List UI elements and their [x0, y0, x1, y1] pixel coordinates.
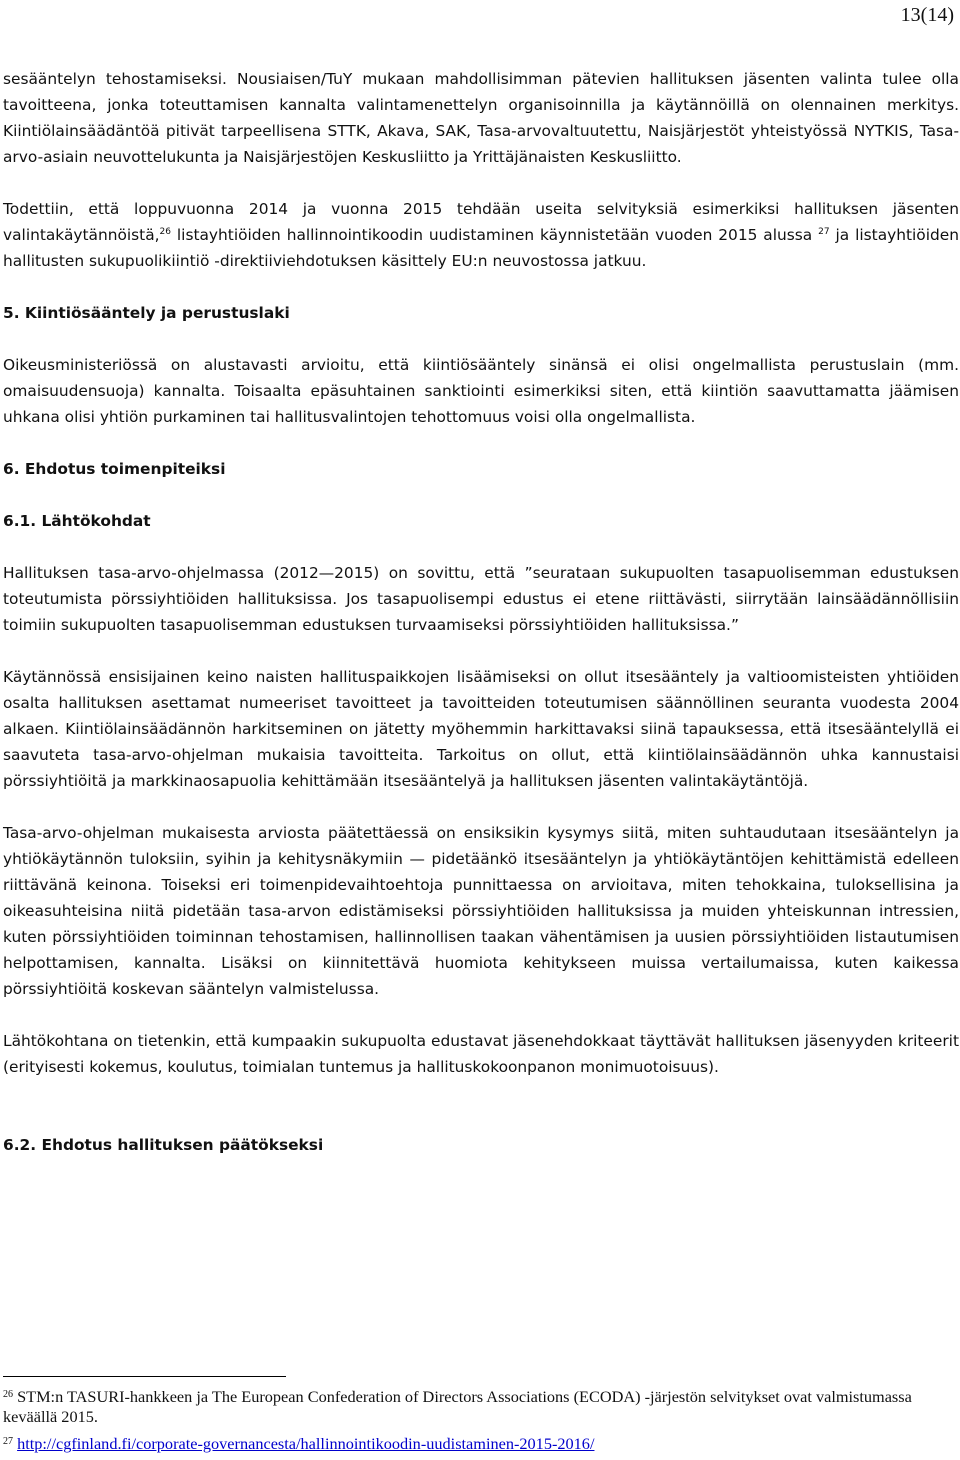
paragraph-quota-opinions: sesääntelyn tehostamiseksi. Nousiaisen/TuY mukaan mahdollisimman pätevien hallituksen jäsenten valinta tulee olla tavoitteena, jonka toteuttamisen kannalta valintamenettelyn organisoinnilla ja käytännöillä on olennainen merkitys. Kiintiölainsäädäntöä pitivät tarpeellisena STTK, Akava, SAK, Tasa-arvovaltuutettu, Naisjärjestöt yhteistyössä NYTKIS, Tasa-arvo-asiain neuvottelukunta ja Naisjärjestöjen Keskusliitto ja Yrittäjänaisten Keskusliitto.	[3, 70, 959, 166]
document-body	[3, 66, 959, 1158]
heading-section-5: 5. Kiintiösääntely ja perustuslaki	[3, 304, 290, 322]
footnote-divider	[3, 1376, 286, 1377]
paragraph-constitution: Oikeusministeriössä on alustavasti arvioitu, että kiintiösääntely sinänsä ei olisi ongelmallista perustuslain (mm. omaisuudensuoja) kannalta. Toisaalta epäsuhtainen sanktiointi esimerkiksi siten, että kiintiön saavuttamatta jäämisen uhkana olisi yhtiön purkaminen tai hallitusvalintojen tehottomuus voisi olla ongelmallista.	[3, 356, 959, 426]
paragraph-reports-text-c: ja listayhtiöiden hallitusten sukupuolikiintiö -direktiiviehdotuksen käsittely EU:n neuvostossa jatkuu.	[3, 226, 959, 270]
paragraph-self-regulation: Käytännössä ensisijainen keino naisten hallituspaikkojen lisäämiseksi on ollut itsesääntely ja valtioomisteisten yhtiöiden osalta hallituksen asettamat numeeriset tavoitteet ja tavoitteiden toteutumisen säännöllinen seuranta vuodesta 2004 alkaen. Kiintiölainsäädännön harkitseminen on jätetty myöhemmin harkittavaksi siinä tapauksessa, että itsesääntelyllä ei saavuteta tasa-arvo-ohjelman mukaisia tavoitteita. Tarkoitus on ollut, että kiintiölainsäädännön uhka kannustaisi pörssiyhtiöitä ja markkinaosapuolia kehittämään itsesääntelyä ja hallituksen jäsenten valintakäytäntöjä.	[3, 668, 959, 790]
paragraph-assessment: Tasa-arvo-ohjelman mukaisesta arviosta päätettäessä on ensiksikin kysymys siitä, miten suhtaudutaan itsesääntelyn ja yhtiökäytännön tuloksiin, syihin ja kehitysnäkymiin — pidetäänkö itsesääntelyn ja yhtiökäytäntöjen kehittämistä edelleen riittävänä keinona. Toiseksi eri toimenpidevaihtoehtoja punnittaessa on arvioitava, miten tehokkaina, tuloksellisina ja oikeasuhteisina niitä pidetään tasa-arvon edistämiseksi pörssiyhtiöiden hallituksissa ja muiden yhteiskunnan intressien, kuten pörssiyhtiöiden toiminnan tehostamisen, hallinnollisen taakan vähentämisen ja uusien pörssiyhtiöiden listautumisen helpottamisen, kannalta. Lisäksi on kiinnitettävä huomiota kehitykseen muissa vertailumaissa, kuten kaikessa pörssiyhtiöitä koskevan sääntelyn valmistelussa.	[3, 824, 959, 998]
paragraph-reports-text-a: Todettiin, että loppuvuonna 2014 ja vuonna 2015 tehdään useita selvityksiä esimerkiksi hallituksen jäsenten valintakäytännöistä,	[3, 200, 959, 244]
paragraph-reports	[3, 196, 959, 274]
footnote-ref-26[interactable]: 26	[159, 227, 171, 237]
footnote-26-number: 26	[3, 1389, 13, 1400]
paragraph-equality-programme: Hallituksen tasa-arvo-ohjelmassa (2012—2015) on sovittu, että ”seurataan sukupuolten tasapuolisemman edustuksen toteutumista pörssiyhtiöiden hallituksissa. Jos tasapuolisempi edustus ei etene riittävästi, siirrytään lainsäädännöllisiin toimiin sukupuolten tasapuolisemman edustuksen turvaamiseksi pörssiyhtiöiden hallituksissa.”	[3, 564, 959, 634]
footnote-ref-27[interactable]: 27	[818, 227, 830, 237]
footnote-27-link[interactable]: http://cgfinland.fi/corporate-governancesta/hallinnointikoodin-uudistaminen-2015-2016/	[17, 1434, 595, 1453]
footnote-27-number: 27	[3, 1436, 13, 1447]
page-number: 13(14)	[900, 4, 954, 26]
heading-section-6-1: 6.1. Lähtökohdat	[3, 512, 151, 530]
heading-section-6: 6. Ehdotus toimenpiteiksi	[3, 460, 226, 478]
heading-section-6-2: 6.2. Ehdotus hallituksen päätökseksi	[3, 1136, 324, 1154]
footnote-27	[3, 1434, 959, 1454]
paragraph-starting-point: Lähtökohtana on tietenkin, että kumpaakin sukupuolta edustavat jäsenehdokkaat täyttävät hallituksen jäsenyyden kriteerit (erityisesti kokemus, koulutus, toimialan tuntemus ja hallituskokoonpanon monimuotoisuus).	[3, 1032, 959, 1076]
footnote-26-text: STM:n TASURI-hankkeen ja The European Confederation of Directors Associations (ECODA) -järjestön selvitykset ovat valmistumassa keväällä 2015.	[3, 1387, 912, 1426]
footnote-26	[3, 1387, 959, 1427]
paragraph-reports-text-b: listayhtiöiden hallinnointikoodin uudistaminen käynnistetään vuoden 2015 alussa	[171, 226, 819, 244]
